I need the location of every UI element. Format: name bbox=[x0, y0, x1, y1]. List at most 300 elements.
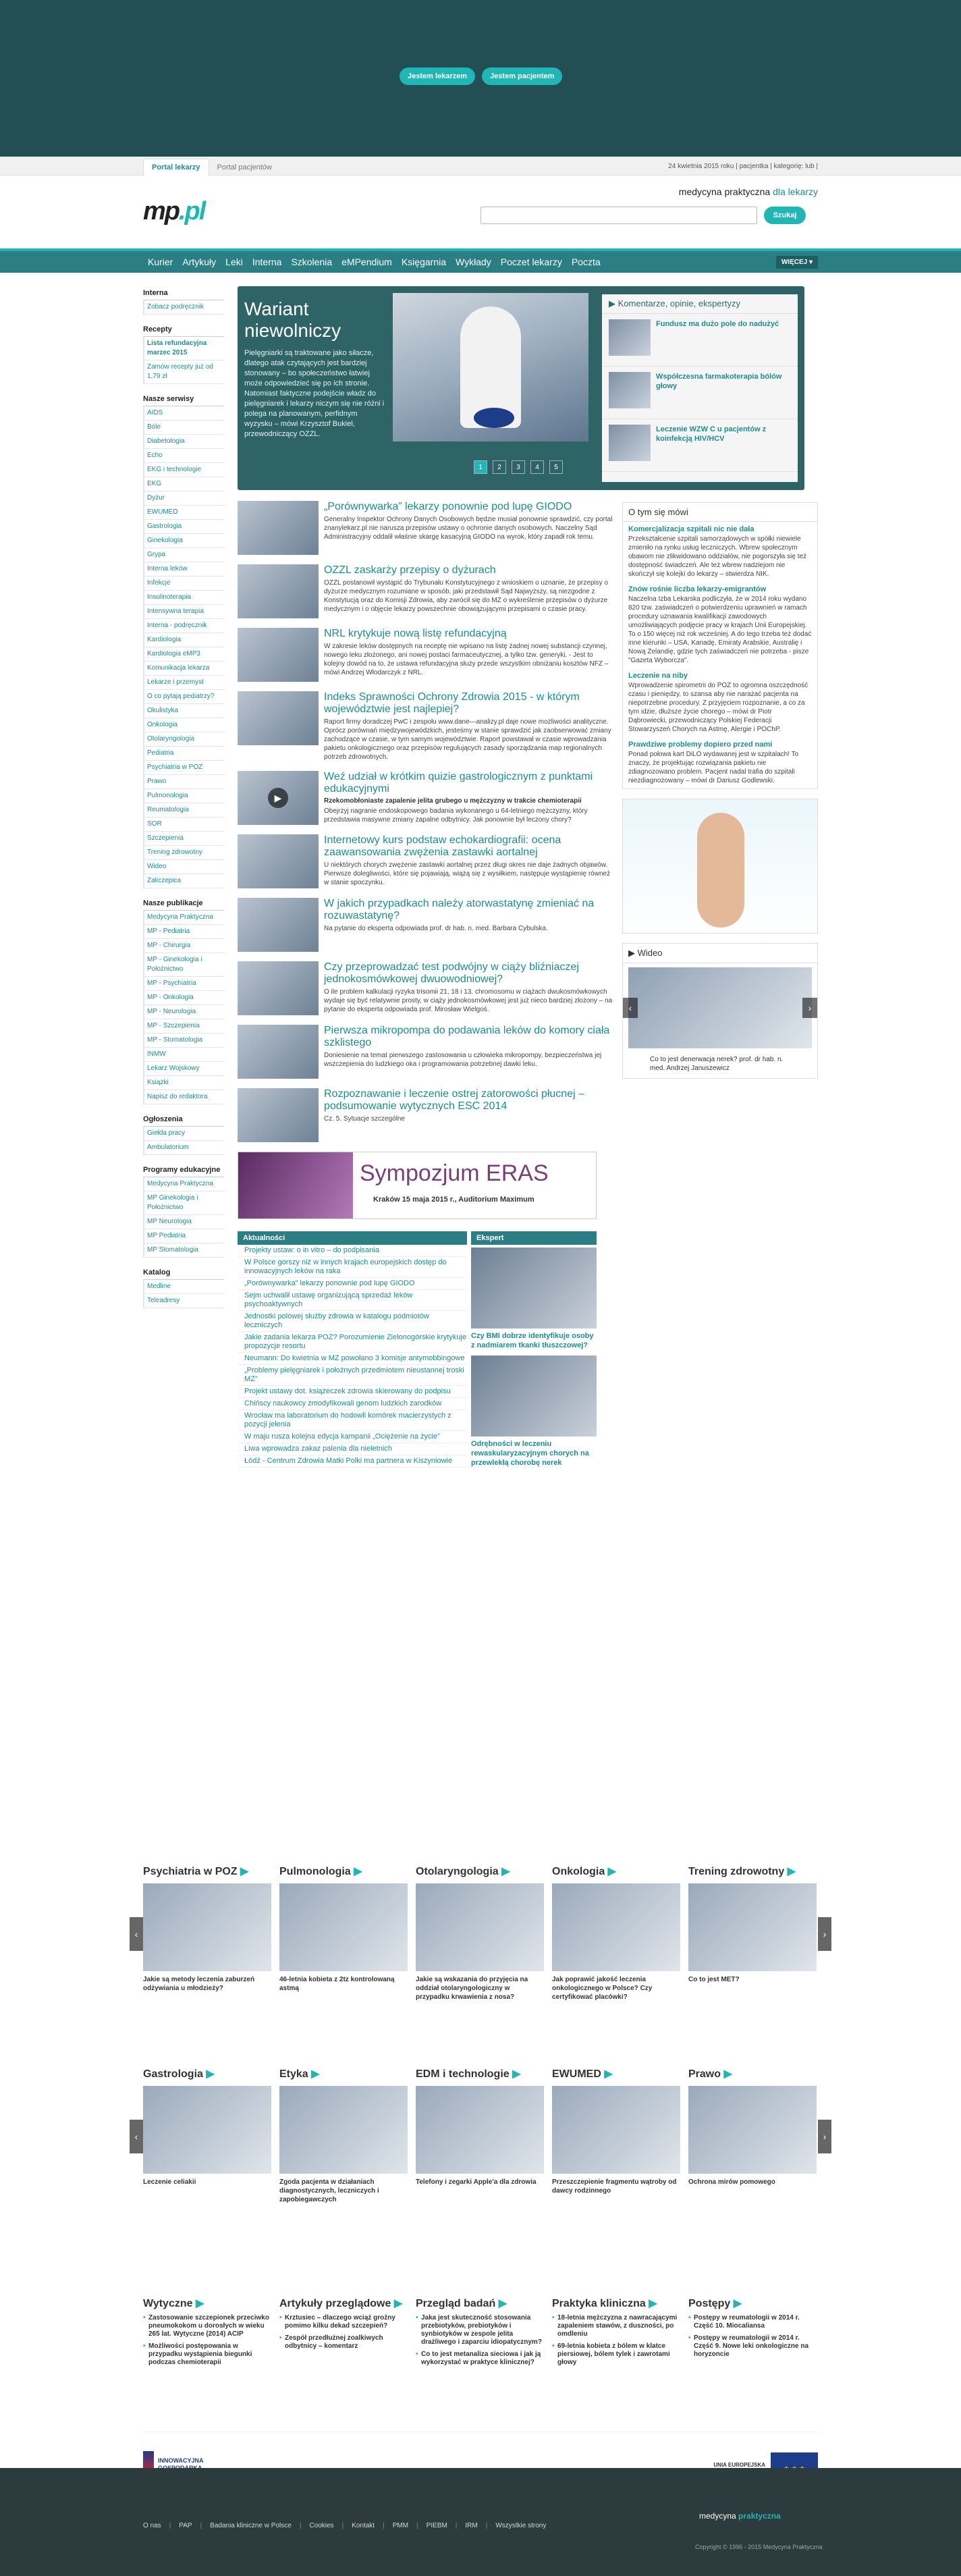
sidebar-item[interactable]: Teleadresy bbox=[143, 1294, 224, 1308]
sidebar-item[interactable]: Zamów recepty już od 1,79 zł bbox=[143, 360, 224, 384]
sidebar-item[interactable]: Psychiatria w POZ bbox=[143, 761, 224, 775]
sidebar-item[interactable]: Wideo bbox=[143, 860, 224, 874]
news-item[interactable]: Neumann: Do kwietnia w MZ powołano 3 komisje antymobbingowe bbox=[238, 1353, 467, 1365]
eras-title: Sympozjum ERAS bbox=[360, 1160, 549, 1186]
carousel-image[interactable] bbox=[279, 2086, 408, 2174]
nav-more-button[interactable]: WIĘCEJ ▾ bbox=[776, 256, 818, 269]
article-body bbox=[324, 1088, 615, 1142]
sidebar-item[interactable]: Interna leków bbox=[143, 562, 224, 576]
carousel-caption[interactable]: Jakie są wskazania do przyjęcia na oddział otolaryngologiczny w przypadku krwawienia z nosa? bbox=[416, 1976, 528, 2001]
footer-link[interactable]: IRM bbox=[465, 2522, 478, 2529]
sidebar-item[interactable]: MP - Neurologia bbox=[143, 1005, 224, 1019]
carousel-image[interactable] bbox=[552, 1883, 680, 1971]
sidebar-item[interactable]: MP - Chirurgia bbox=[143, 939, 224, 953]
sidebar-item[interactable]: Napisz do redaktora bbox=[143, 1090, 224, 1104]
expert-image bbox=[471, 1247, 597, 1329]
footer bbox=[0, 2468, 961, 2576]
feature-desc: Pielęgniarki są traktowane jako siłacze, dlatego atak czytających jest bardziej stonowany – bo społeczeństwo łatwiej może odpowiedzieć się po ich stronie. Natomiast faktyczne podejście władz do pielęgniarek i lekarzy niczym się nie różni i polega na planowanym, perfidnym wyzysku – mówi Krzysztof Bukiel, przewodniczący OZZL. bbox=[244, 349, 385, 438]
carousel-title[interactable] bbox=[416, 1864, 544, 1878]
ig-text: INNOWACYJNA bbox=[157, 2457, 204, 2464]
copyright: Copyright © 1996 - 2015 Medycyna Praktyczna bbox=[695, 2544, 823, 2550]
nav-item-ksiegarnia[interactable]: Księgarnia bbox=[401, 257, 446, 267]
sidebar-head-katalog: Katalog bbox=[143, 1266, 224, 1280]
nav-item-szkolenia[interactable]: Szkolenia bbox=[291, 257, 333, 267]
carousel-image[interactable] bbox=[143, 1883, 271, 1971]
doctor-button[interactable]: Jestem lekarzem bbox=[400, 68, 475, 85]
chevron-right-icon[interactable]: › bbox=[818, 2120, 831, 2153]
sidebar-item[interactable]: Bóle bbox=[143, 421, 224, 435]
sidebar-item[interactable]: EKG bbox=[143, 477, 224, 491]
article-title[interactable]: Weź udział w krótkim quizie gastrologicznym z punktami edukacyjnymi bbox=[324, 771, 593, 795]
sidebar-list-ogloszenia bbox=[143, 1127, 224, 1155]
sidebar-item[interactable]: MP - Onkologia bbox=[143, 991, 224, 1005]
carousel-item bbox=[279, 1864, 408, 1993]
carousel-caption[interactable]: Telefony i zegarki Apple'a dla zdrowia bbox=[416, 2178, 537, 2186]
expert-head: Ekspert bbox=[471, 1231, 597, 1245]
chevron-right-icon[interactable]: › bbox=[818, 1917, 831, 1951]
talk-item-title[interactable]: Komercjalizacja szpitali nic nie dała bbox=[628, 525, 754, 533]
article-subtitle: Rzekomobłoniaste zapalenie jelita grubego u mężczyzny w trakcie chemioterapii bbox=[324, 797, 582, 805]
comment-item[interactable] bbox=[602, 367, 798, 419]
comment-thumb bbox=[609, 319, 651, 356]
sidebar-item[interactable]: Okulistyka bbox=[143, 704, 224, 718]
triangle-right-icon: ▶ bbox=[495, 2298, 507, 2309]
comment-item[interactable] bbox=[602, 419, 798, 472]
footer-separator: | bbox=[200, 2522, 202, 2529]
footer-separator: | bbox=[169, 2522, 171, 2529]
news-item[interactable]: Projekt ustawy dot. książeczek zdrowia skierowany do podpisu bbox=[238, 1386, 467, 1398]
article-body bbox=[324, 501, 615, 555]
news-item[interactable]: Liwa wprowadza zakaz palenia dla nieletnich bbox=[238, 1443, 467, 1455]
search-input[interactable] bbox=[481, 207, 757, 224]
news-item[interactable]: Chińscy naukowcy zmodyfikowali genom ludzkich zarodków bbox=[238, 1398, 467, 1410]
article-title[interactable]: OZZL zaskarży przepisy o dyżurach bbox=[324, 564, 496, 576]
article-title[interactable]: W jakich przypadkach należy atorwastatynę zmieniać na rozuwastatynę? bbox=[324, 898, 595, 921]
bottom-list bbox=[688, 2297, 817, 2359]
bottom-list bbox=[416, 2297, 544, 2367]
sidebar-item[interactable]: Szczepienia bbox=[143, 832, 224, 846]
bottom-list-title-text: Przegląd badań bbox=[416, 2298, 496, 2309]
article-title[interactable]: Internetowy kurs podstaw echokardiografii: ocena zaawansowania zwężenia zastawki aortalnej bbox=[324, 834, 561, 858]
sidebar-item[interactable]: Infekcje bbox=[143, 576, 224, 591]
logo-accent: .pl bbox=[179, 197, 205, 225]
news-item[interactable]: Projekty ustaw: o in vitro – do podpisania bbox=[238, 1245, 467, 1257]
site-logo[interactable] bbox=[143, 197, 204, 226]
sidebar-item[interactable]: Lekarz Wojskowy bbox=[143, 1062, 224, 1076]
ad-figure bbox=[697, 813, 744, 928]
article-thumbnail[interactable] bbox=[238, 898, 319, 952]
article-item bbox=[238, 834, 615, 888]
sidebar-item[interactable]: MP - Psychiatria bbox=[143, 977, 224, 991]
sidebar-item[interactable]: Komunikacja lekarza bbox=[143, 662, 224, 676]
sidebar-item[interactable]: MP - Szczepienia bbox=[143, 1019, 224, 1034]
article-thumbnail[interactable] bbox=[238, 1025, 319, 1079]
carousel-title-text: Otolaryngologia bbox=[416, 1866, 499, 1877]
article-list bbox=[238, 501, 615, 1142]
article-desc: Na pytanie do eksperta odpowiada prof. dr hab. n. med. Barbara Cybulska. bbox=[324, 925, 548, 932]
pager-dot-4[interactable]: 4 bbox=[530, 460, 544, 474]
article-title[interactable]: Czy przeprowadzać test podwójny w ciąży bliźniaczej jednokosmówkowej dwuowodniowej? bbox=[324, 961, 579, 985]
sidebar-item[interactable]: Kardiologia bbox=[143, 633, 224, 647]
carousel-item bbox=[143, 1864, 271, 1993]
carousel-row-1 bbox=[134, 1864, 827, 2067]
sidebar-head-ogloszenia: Ogłoszenia bbox=[143, 1112, 224, 1127]
audience-buttons bbox=[400, 68, 562, 85]
main-nav bbox=[0, 248, 961, 273]
carousel-caption[interactable]: Jak poprawić jakość leczenia onkologicznego w Polsce? Czy certyfikować placówki? bbox=[552, 1976, 653, 2001]
talk-item-desc: Naczelna Izba Lekarska podliczyła, że w 2014 roku wydano 820 tzw. zaświadczeń o potwierdzeniu uprawnień w ramach procedury uznawania kwalifikacji zawodowych umożliwiających podjęcie pracy w krajach Unii Europejskiej. To o 150 więcej niż rok wcześniej. A do tego trzeba też dodać inne kierunki – USA, Kanadę, Emiraty Arabskie, Australię i Nową Zelandię, gdzie tych zaświadczeń nie potrzeba - pisze "Gazeta Wyborcza". bbox=[628, 595, 812, 664]
news-item[interactable]: „Porównywarka” lekarzy ponownie pod lupę GIODO bbox=[238, 1278, 467, 1290]
carousel-caption[interactable]: Ochrona mirów pomowego bbox=[688, 2178, 775, 2186]
expert-item[interactable] bbox=[471, 1245, 597, 1353]
article-thumbnail[interactable] bbox=[238, 834, 319, 888]
nav-item-interna[interactable]: Interna bbox=[252, 257, 282, 267]
talk-box bbox=[622, 502, 818, 789]
article-thumbnail[interactable] bbox=[238, 691, 319, 745]
article-thumbnail[interactable] bbox=[238, 771, 319, 825]
carousel-title[interactable] bbox=[552, 2067, 680, 2081]
expert-title[interactable]: Czy BMI dobrze identyfikuje osoby z nadmiarem tkanki tłuszczowej? bbox=[471, 1332, 594, 1349]
tab-portal-patients[interactable]: Portal pacjentów bbox=[217, 163, 272, 171]
expert-item[interactable] bbox=[471, 1353, 597, 1470]
expert-column bbox=[471, 1231, 597, 1470]
chevron-right-icon[interactable]: › bbox=[802, 998, 817, 1018]
eu-line-1: UNIA EUROPEJSKA bbox=[713, 2462, 765, 2468]
article-item bbox=[238, 501, 615, 555]
carousel-caption[interactable]: Przeszczepienie fragmentu wątroby od dawcy rodzinnego bbox=[552, 2178, 677, 2195]
tagline-accent: dla lekarzy bbox=[773, 186, 818, 197]
footer-logo[interactable] bbox=[699, 2511, 781, 2521]
bottom-list-item[interactable]: • Możliwości postępowania w przypadku wystąpienia biegunki podczas chemioterapii bbox=[143, 2342, 271, 2367]
bottom-list-item[interactable]: • 18-letnia mężczyzna z nawracającymi zapaleniem stawów, z duszności, po omdleniu bbox=[552, 2314, 680, 2338]
sidebar-item[interactable]: Onkologia bbox=[143, 718, 224, 732]
carousel-title[interactable] bbox=[416, 2067, 544, 2081]
feature-title[interactable]: Wariant niewolniczy bbox=[244, 298, 341, 341]
triangle-right-icon: ▶ bbox=[605, 1866, 616, 1877]
bottom-list-title[interactable] bbox=[688, 2297, 817, 2310]
sidebar-item[interactable]: Otolaryngologia bbox=[143, 732, 224, 747]
carousel-title[interactable] bbox=[279, 2067, 408, 2081]
sidebar-item[interactable]: EWUMED bbox=[143, 506, 224, 520]
comments-panel bbox=[602, 294, 798, 482]
video-box bbox=[622, 943, 818, 1079]
sidebar-list-programy bbox=[143, 1177, 224, 1258]
bottom-list-title-text: Artykuły przeglądowe bbox=[279, 2298, 391, 2309]
article-title[interactable]: „Porównywarka” lekarzy ponownie pod lupę GIODO bbox=[324, 501, 572, 512]
carousel-caption[interactable]: 46-letnia kobieta z 2tz kontrolowaną astmą bbox=[279, 1976, 395, 1992]
footer-link[interactable]: PAP bbox=[179, 2522, 192, 2529]
sidebar-item[interactable]: Medycyna Praktyczna bbox=[143, 911, 224, 925]
content bbox=[143, 273, 818, 1864]
article-thumbnail[interactable] bbox=[238, 961, 319, 1015]
comment-thumb bbox=[609, 425, 651, 461]
sidebar-item[interactable]: Ambulatorium bbox=[143, 1141, 224, 1155]
carousel-title-text: Psychiatria w POZ bbox=[143, 1866, 238, 1877]
news-item[interactable]: Jakie zadania lekarza POZ? Porozumienie Zielonogórskie krytykuje propozycje resortu bbox=[238, 1332, 467, 1353]
carousel-caption[interactable]: Jakie są metody leczenia zaburzeń odżywiania u młodzieży? bbox=[143, 1976, 255, 1992]
chevron-left-icon[interactable]: ‹ bbox=[130, 2120, 143, 2153]
talk-item-title[interactable]: Leczenie na niby bbox=[628, 672, 688, 680]
sidebar-item[interactable]: Lista refundacyjna marzec 2015 bbox=[143, 337, 224, 360]
carousel-title[interactable] bbox=[143, 2067, 271, 2081]
article-title[interactable]: Pierwsza mikropompa do podawania leków do komory ciała szklistego bbox=[324, 1025, 610, 1048]
carousel-title-text: Trening zdrowotny bbox=[688, 1866, 785, 1877]
sidebar-item[interactable]: Medycyna Praktyczna bbox=[143, 1177, 224, 1191]
triangle-right-icon: ▶ bbox=[784, 1866, 796, 1877]
sidebar-item[interactable]: Prawo bbox=[143, 775, 224, 789]
pager-dot-5[interactable]: 5 bbox=[549, 460, 563, 474]
bottom-list-item[interactable]: • Zespół przedłużnej zoalkiwych odbytnicy – komentarz bbox=[279, 2334, 408, 2351]
sidebar-item[interactable]: Zaliczepica bbox=[143, 874, 224, 888]
sidebar-item[interactable]: Gastrologia bbox=[143, 520, 224, 534]
sidebar-item[interactable]: Dyżur bbox=[143, 491, 224, 506]
footer-link[interactable]: Wszystkie strony bbox=[495, 2522, 547, 2529]
triangle-right-icon: ▶ bbox=[721, 2068, 732, 2080]
article-thumbnail[interactable] bbox=[238, 628, 319, 682]
talk-item bbox=[623, 582, 817, 668]
article-desc: Obejrzyj nagranie endoskopowego badania wykonanego u 64-letniego mężczyzny, który przedstawia masywne zmiany zapalne odbytnicy. Jak ponownie był leczony chory? bbox=[324, 807, 588, 824]
patient-button[interactable]: Jestem pacjentem bbox=[482, 68, 562, 85]
bottom-list-title[interactable] bbox=[552, 2297, 680, 2310]
article-desc: Generalny Inspektor Ochrony Danych Osobowych będzie musiał ponownie sprawdzić, czy portal znanylekarz.pl nie narusza przepisów ustawy o ochronie danych osobowych. Naczelny Sąd Administracyjny oddalił właśnie skargę kasacyjną GIODO na wyrok, który zapadł rok temu. bbox=[324, 516, 613, 541]
footer-separator: | bbox=[455, 2522, 458, 2529]
bottom-list bbox=[143, 2297, 271, 2367]
article-thumbnail[interactable] bbox=[238, 564, 319, 618]
sidebar-item[interactable]: O co pytają pediatrzy? bbox=[143, 690, 224, 704]
expert-title[interactable]: Odrębności w leczeniu rewaskularyzacyjnym chorych na przewlekłą chorobę nerek bbox=[471, 1440, 589, 1467]
sidebar-list-katalog bbox=[143, 1280, 224, 1308]
sidebar-list-publikacje bbox=[143, 911, 224, 1104]
bottom-list-title[interactable] bbox=[416, 2297, 544, 2310]
sidebar-item[interactable]: Medline bbox=[143, 1280, 224, 1294]
news-item[interactable]: Łódź - Centrum Zdrowia Matki Polki ma partnera w Kiszyniowie bbox=[238, 1455, 467, 1468]
carousel-image[interactable] bbox=[416, 2086, 544, 2174]
sidebar-item[interactable]: MP - Pediatria bbox=[143, 925, 224, 939]
sidebar-item[interactable]: Insulinoterapia bbox=[143, 591, 224, 605]
footer-separator: | bbox=[299, 2522, 302, 2529]
sidebar-item[interactable]: Giełda pracy bbox=[143, 1127, 224, 1141]
bottom-list-item[interactable]: • Postępy w reumatologii w 2014 r. Część 10. Miocaliansa bbox=[688, 2314, 817, 2330]
sidebar-item[interactable]: MP - Ginekologia i Położnictwo bbox=[143, 953, 224, 977]
article-body bbox=[324, 628, 615, 682]
triangle-right-icon: ▶ bbox=[601, 2068, 613, 2080]
triangle-right-icon: ▶ bbox=[645, 2298, 657, 2309]
footer-separator: | bbox=[485, 2522, 488, 2529]
triangle-right-icon: ▶ bbox=[350, 1866, 362, 1877]
footer-link[interactable]: Badania kliniczne w Polsce bbox=[210, 2522, 292, 2529]
sidebar-item[interactable]: Książki bbox=[143, 1076, 224, 1090]
sidebar-item[interactable]: Intensywna terapia bbox=[143, 605, 224, 619]
comment-thumb bbox=[609, 372, 651, 408]
bottom-lists bbox=[143, 2297, 818, 2432]
comment-title[interactable]: Leczenie WZW C u pacjentów z koinfekcją HIV/HCV bbox=[656, 425, 767, 443]
sidebar-item[interactable]: Echo bbox=[143, 449, 224, 463]
carousel-title[interactable] bbox=[143, 1864, 271, 1878]
nav-item-wyklady[interactable]: Wykłady bbox=[456, 257, 491, 267]
article-body bbox=[324, 771, 615, 825]
footer-links bbox=[143, 2522, 546, 2529]
nav-item-artykuly[interactable]: Artykuły bbox=[182, 257, 217, 267]
carousel-image[interactable] bbox=[552, 2086, 680, 2174]
carousel-row-2 bbox=[134, 2067, 827, 2270]
bottom-list-item[interactable]: • Zastosowanie szczepionek przeciwko pneumokokom u dorosłych w wieku 265 lat. Wytyczne (2014) ACIP bbox=[143, 2314, 271, 2338]
sidebar-item[interactable]: Pediatria bbox=[143, 747, 224, 761]
article-body bbox=[324, 1025, 615, 1079]
pager-dot-1[interactable]: 1 bbox=[474, 460, 487, 474]
triangle-right-icon: ▶ bbox=[391, 2298, 403, 2309]
nav-item-leki[interactable]: Leki bbox=[225, 257, 243, 267]
comment-item[interactable] bbox=[602, 314, 798, 367]
carousel-caption[interactable]: Zgoda pacjenta w działaniach diagnostycznych, leczniczych i zapobiegawczych bbox=[279, 2178, 379, 2203]
sidebar-item[interactable]: Diabetologia bbox=[143, 435, 224, 449]
bottom-list-item[interactable]: • Krztusiec – dlaczego wciąż groźny pomimo kilku dekad szczepień? bbox=[279, 2314, 408, 2330]
sidebar-head-serwisy: Nasze serwisy bbox=[143, 392, 224, 406]
article-body bbox=[324, 564, 615, 618]
feature-text bbox=[244, 298, 386, 439]
carousel-image[interactable] bbox=[416, 1883, 544, 1971]
news-head: Aktualności bbox=[238, 1231, 467, 1245]
news-item[interactable]: „Problemy pielęgniarek i położnych przedmiotem nieustannej troski MZ” bbox=[238, 1365, 467, 1386]
comment-title[interactable]: Fundusz ma dużo pole do nadużyć bbox=[656, 320, 779, 328]
article-body bbox=[324, 898, 615, 952]
carousel-image[interactable] bbox=[688, 2086, 817, 2174]
sidebar-item[interactable]: Ginekologia bbox=[143, 534, 224, 548]
sidebar-item[interactable]: MP Neurologia bbox=[143, 1215, 224, 1229]
chevron-left-icon[interactable]: ‹ bbox=[130, 1917, 143, 1951]
pager-dot-2[interactable]: 2 bbox=[493, 460, 506, 474]
sidebar-item[interactable]: Kardiologia eMP3 bbox=[143, 647, 224, 662]
comment-title[interactable]: Współczesna farmakoterapia bólów głowy bbox=[656, 373, 782, 390]
sidebar-item[interactable]: MP Ginekologia i Położnictwo bbox=[143, 1191, 224, 1215]
nav-item-poczta[interactable]: Poczta bbox=[571, 257, 601, 267]
article-title[interactable]: Indeks Sprawności Ochrony Zdrowia 2015 - w którym województwie jest najlepiej? bbox=[324, 691, 580, 715]
news-column bbox=[238, 1231, 467, 1468]
article-title[interactable]: NRL krytykuje nową listę refundacyjną bbox=[324, 628, 507, 639]
bottom-list-title[interactable] bbox=[143, 2297, 271, 2310]
carousel-image[interactable] bbox=[143, 2086, 271, 2174]
sidebar-item[interactable]: Zobacz podręcznik bbox=[143, 300, 224, 315]
carousel-item bbox=[688, 2067, 817, 2186]
sidebar-item[interactable]: MP Pediatria bbox=[143, 1229, 224, 1243]
triangle-right-icon: ▶ bbox=[202, 2068, 215, 2080]
nav-item-kurier[interactable]: Kurier bbox=[148, 257, 173, 267]
sidebar-head-publikacje: Nasze publikacje bbox=[143, 896, 224, 911]
footer-logo-accent: praktyczna bbox=[738, 2511, 781, 2521]
sidebar-item[interactable]: AIDS bbox=[143, 406, 224, 421]
sidebar-item[interactable]: Pulmonologia bbox=[143, 789, 224, 803]
nav-item-empendium[interactable]: eMPendium bbox=[341, 257, 392, 267]
bottom-list-item[interactable]: • 69-letnia kobieta z bólem w klatce piersiowej, bólem tylek i zawrotami głowy bbox=[552, 2342, 680, 2367]
sidebar-item[interactable]: MP Stomatologia bbox=[143, 1243, 224, 1258]
feature-pager bbox=[474, 460, 563, 474]
article-thumbnail[interactable] bbox=[238, 501, 319, 555]
bottom-list-title-text: Praktyka kliniczna bbox=[552, 2298, 646, 2309]
article-thumbnail[interactable] bbox=[238, 1088, 319, 1142]
carousel-title[interactable] bbox=[688, 1864, 817, 1878]
sidebar-item[interactable]: Reumatologia bbox=[143, 803, 224, 817]
article-body bbox=[324, 834, 615, 888]
carousel-caption[interactable]: Co to jest MET? bbox=[688, 1976, 740, 1983]
article-item bbox=[238, 691, 615, 761]
article-item bbox=[238, 628, 615, 682]
sidebar-item[interactable]: MP - Stomatologia bbox=[143, 1034, 224, 1048]
footer-link[interactable]: PMM bbox=[392, 2522, 409, 2529]
news-item[interactable]: Wrocław ma laboratorium do hodowli komórek macierzystych z pozycji jelenia bbox=[238, 1410, 467, 1431]
carousel-title-text: Prawo bbox=[688, 2068, 721, 2080]
talk-item-title[interactable]: Prawdziwe problemy dopiero przed nami bbox=[628, 741, 773, 749]
article-desc: Doniesienie na temat pierwszego zastosowania u człowieka mikropompy, bezpieczeństwa jej wszczepienia do ludzkiego oka i programowania potrzebnej dawki leku. bbox=[324, 1052, 602, 1068]
news-item[interactable]: Jednostki polowej służby zdrowia w katalogu podmiotów leczniczych bbox=[238, 1311, 467, 1332]
sidebar-item[interactable]: EKG i technologie bbox=[143, 463, 224, 477]
feature-image[interactable] bbox=[393, 293, 588, 441]
carousel-title[interactable] bbox=[688, 2067, 817, 2081]
top-banner bbox=[0, 0, 961, 157]
news-item[interactable]: W Polsce gorszy niż w innych krajach europejskich dostęp do innowacyjnych leków na raka bbox=[238, 1257, 467, 1278]
carousel-title[interactable] bbox=[552, 1864, 680, 1878]
logo-main: mp bbox=[143, 197, 179, 225]
bottom-list-title[interactable] bbox=[279, 2297, 408, 2310]
video-caption[interactable]: Co to jest denerwacja nerek? prof. dr hab. n. med. Andrzej Januszewicz bbox=[650, 1056, 784, 1072]
talk-item-title[interactable]: Znów rośnie liczba lekarzy-emigrantów bbox=[628, 585, 767, 593]
tagline-prefix: medycyna praktyczna bbox=[678, 186, 771, 197]
tab-portal-doctors[interactable]: Portal lekarzy bbox=[143, 159, 209, 176]
video-thumbnail[interactable] bbox=[628, 967, 812, 1048]
ad-banner[interactable] bbox=[622, 799, 818, 934]
news-item[interactable]: W maju rusza kolejna edycja kampanii „Ociężenie na życie” bbox=[238, 1431, 467, 1443]
sidebar-item[interactable]: INMW bbox=[143, 1048, 224, 1062]
footer-link[interactable]: O nas bbox=[143, 2522, 161, 2529]
footer-separator: | bbox=[383, 2522, 385, 2529]
talk-title: O tym się mówi bbox=[623, 503, 817, 522]
search-button[interactable]: Szukaj bbox=[764, 207, 806, 224]
pager-dot-3[interactable]: 3 bbox=[512, 460, 525, 474]
sidebar-item[interactable]: Trening zdrowotny bbox=[143, 846, 224, 860]
sidebar-item[interactable]: SOR bbox=[143, 817, 224, 832]
footer-link[interactable]: Cookies bbox=[309, 2522, 334, 2529]
carousel-title-text: Gastrologia bbox=[143, 2068, 203, 2080]
carousel-image[interactable] bbox=[279, 1883, 408, 1971]
news-item[interactable]: Sejm uchwalił ustawę organizującą sprzedaż leków psychoaktywnych bbox=[238, 1290, 467, 1311]
carousel-image[interactable] bbox=[688, 1883, 817, 1971]
article-title[interactable]: Rozpoznawanie i leczenie ostrej zatorowości płucnej – podsumowanie wytycznych ESC 2014 bbox=[324, 1088, 584, 1112]
carousel-title-text: EDM i technologie bbox=[416, 2068, 510, 2080]
date-bar: 24 kwietnia 2015 roku | pacjentka | kategorię: lub | bbox=[668, 162, 818, 170]
bottom-list-item[interactable]: • Jaka jest skuteczność stosowania przebiotyków, prebiotyków i synbiotyków w zespole jelita drażliwego i zaparciu idiopatycznym? bbox=[416, 2314, 544, 2346]
eras-banner[interactable] bbox=[238, 1152, 597, 1219]
article-item bbox=[238, 898, 615, 952]
bottom-list-item[interactable]: • Postępy w reumatologii w 2014 r. Część 9. Nowe leki onkologiczne na horyzoncie bbox=[688, 2334, 817, 2359]
bottom-list-item[interactable]: • Co to jest metanaliza sieciowa i jak ją wykorzystać w praktyce klinicznej? bbox=[416, 2351, 544, 2367]
sidebar-item[interactable]: Lekarze i przemysł bbox=[143, 676, 224, 690]
talk-item bbox=[623, 522, 817, 582]
nav-item-poczet-lekarzy[interactable]: Poczet lekarzy bbox=[500, 257, 562, 267]
talk-item bbox=[623, 737, 817, 788]
triangle-right-icon: ▶ bbox=[498, 1866, 510, 1877]
carousel-title[interactable] bbox=[279, 1864, 408, 1878]
footer-separator: | bbox=[416, 2522, 418, 2529]
header bbox=[0, 176, 961, 248]
footer-link[interactable]: PIEBM bbox=[426, 2522, 447, 2529]
carousel-caption[interactable]: Leczenie celiakii bbox=[143, 2178, 196, 2186]
footer-link[interactable]: Kontakt bbox=[352, 2522, 375, 2529]
play-icon[interactable]: ▶ bbox=[268, 788, 288, 808]
ozzl-logo bbox=[474, 408, 514, 428]
bottom-list bbox=[552, 2297, 680, 2367]
carousel-item bbox=[143, 2067, 271, 2186]
sidebar-item[interactable]: Interna - podręcznik bbox=[143, 619, 224, 633]
sidebar-item[interactable]: Grypa bbox=[143, 548, 224, 562]
chevron-left-icon[interactable]: ‹ bbox=[623, 998, 638, 1018]
